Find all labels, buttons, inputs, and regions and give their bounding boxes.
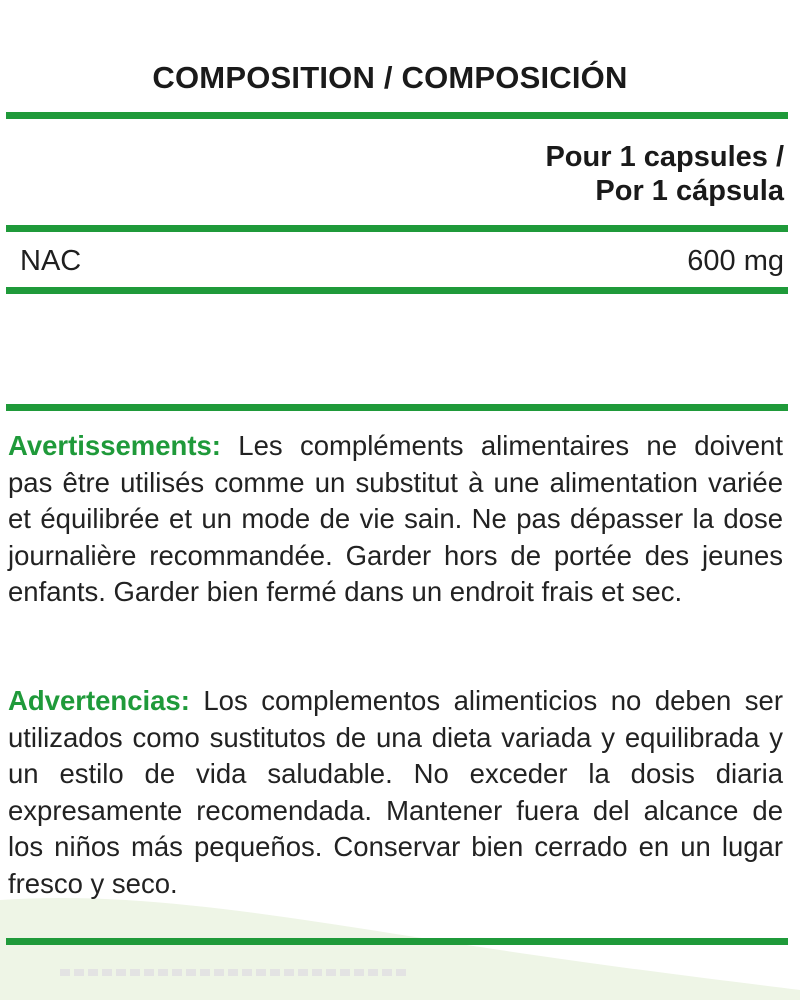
warning-label-fr: Avertissements: — [8, 430, 221, 461]
page-title: COMPOSITION / COMPOSICIÓN — [152, 60, 628, 95]
warning-text-fr: Les compléments alimentaires ne doivent pas être utilisés comme un substitut à une alimentation variée et équilibrée et un mode de vie sain. Ne pas dépasser la dose journalière recommandée. Garder hors de portée des jeunes enfants. Garder bien fermé dans un endroit frais et sec. — [8, 430, 783, 607]
divider-table-end — [6, 287, 788, 294]
warning-label-es: Advertencias: — [8, 685, 190, 716]
ingredient-name: NAC — [20, 245, 82, 277]
divider-warnings — [6, 404, 788, 411]
table-row — [20, 244, 784, 278]
serving-size-header — [545, 140, 784, 208]
warning-text-es: Los complementos alimenticios no deben ser utilizados como sustitutos de una dieta variada y equilibrada y un estilo de vida saludable. No exceder la dosis diaria expresamente recomendada. Mantener fuera del alcance de los niños más pequeños. Conservar bien cerrado en un lugar fresco y seco. — [8, 685, 783, 899]
divider-top — [6, 112, 788, 119]
divider-bottom — [6, 938, 788, 945]
warning-paragraph-es — [8, 683, 783, 902]
serving-size-fr: Pour 1 capsules / — [545, 141, 784, 173]
warning-paragraph-fr — [8, 428, 783, 611]
serving-size-es: Por 1 cápsula — [595, 175, 784, 207]
ingredient-amount: 600 mg — [687, 245, 784, 277]
cut-off-text-fragment — [60, 966, 460, 976]
divider-header — [6, 225, 788, 232]
